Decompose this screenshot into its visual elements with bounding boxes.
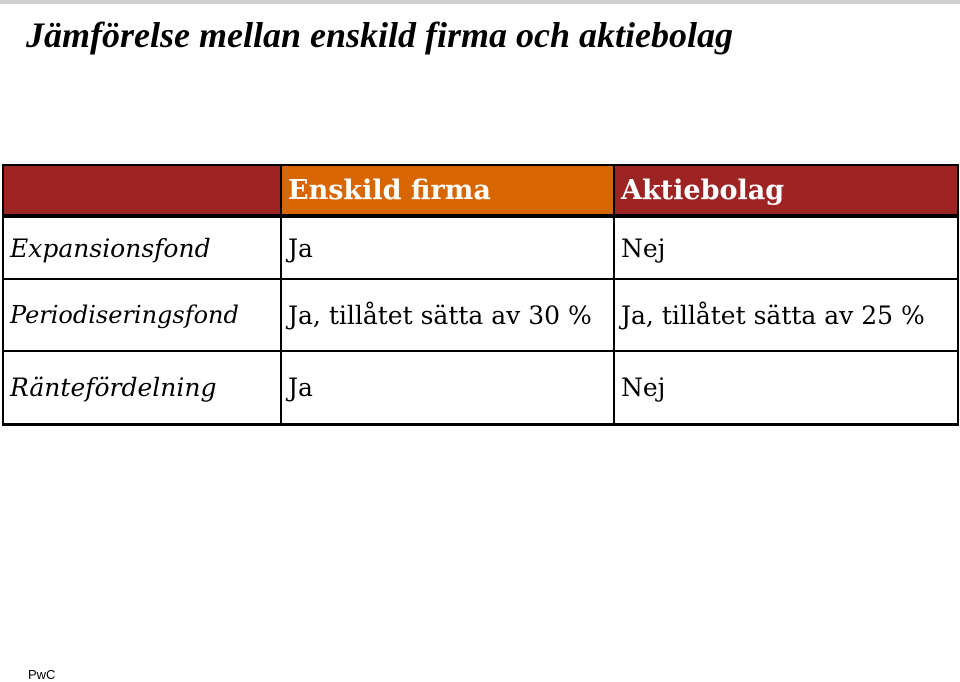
header-empty-cell [3,165,281,216]
row-label-expansionsfond: Expansionsfond [3,216,281,279]
table-header-row [3,165,958,216]
cell-aktiebolag: Nej [614,216,958,279]
comparison-table [2,164,959,426]
cell-aktiebolag: Ja, tillåtet sätta av 25 % [614,279,958,351]
cell-aktiebolag: Nej [614,351,958,425]
table-row [3,216,958,279]
cell-enskild-firma: Ja [281,351,614,425]
table-row [3,279,958,351]
cell-enskild-firma: Ja, tillåtet sätta av 30 % [281,279,614,351]
page-title: Jämförelse mellan enskild firma och aktiebolag [26,15,733,55]
top-divider [0,0,960,4]
row-label-rantefordelning: Räntefördelning [3,351,281,425]
row-label-periodiseringsfond: Periodiseringsfond [3,279,281,351]
cell-enskild-firma: Ja [281,216,614,279]
footer-brand: PwC [28,667,56,682]
header-aktiebolag: Aktiebolag [614,165,958,216]
header-enskild-firma: Enskild firma [281,165,614,216]
table-row [3,351,958,425]
